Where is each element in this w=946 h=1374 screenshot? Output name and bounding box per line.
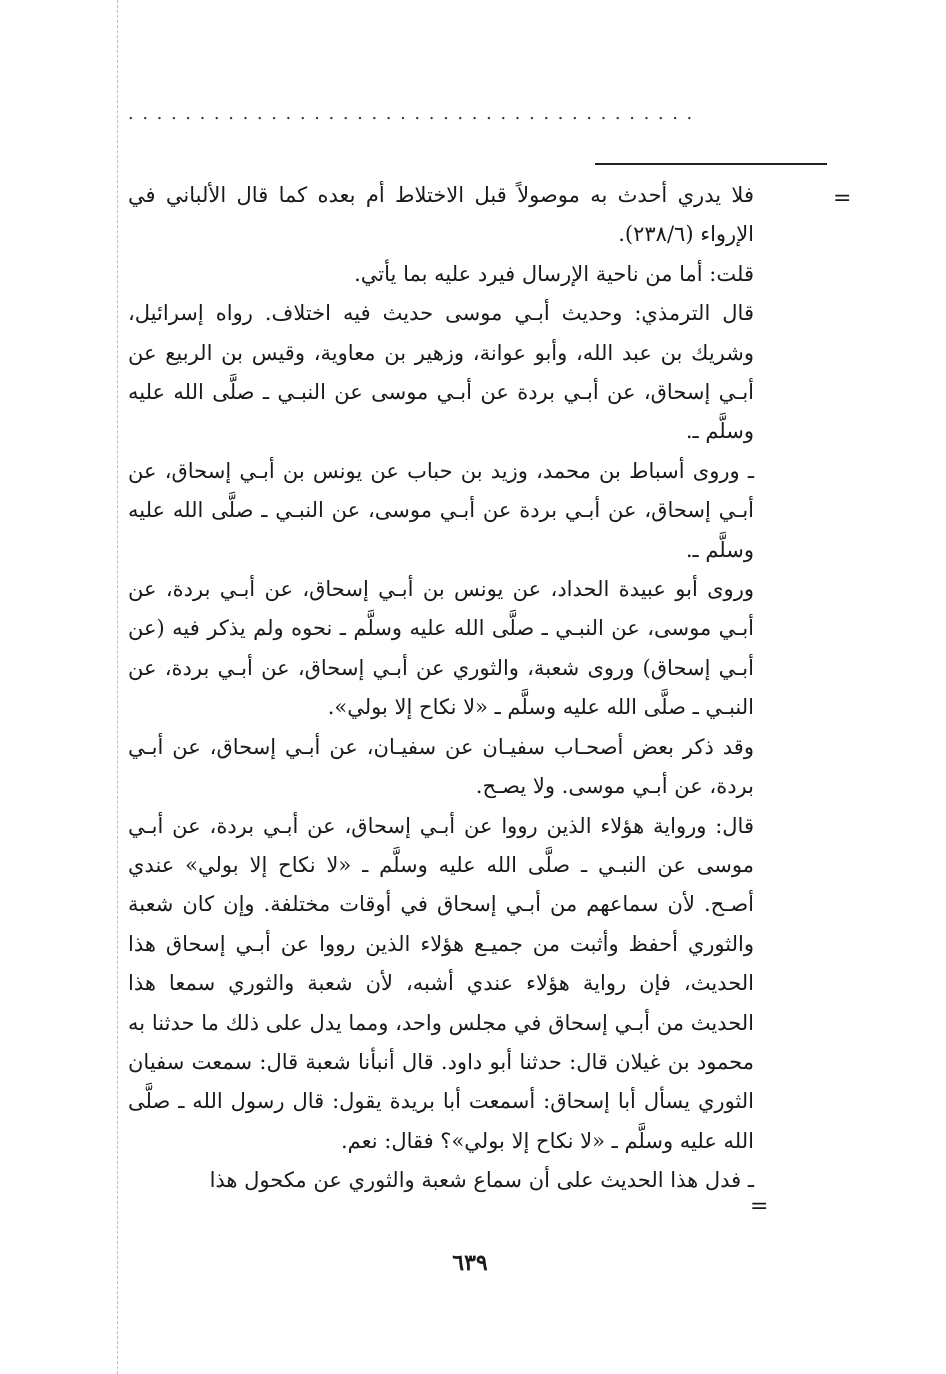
footnote-paragraph: قلت: أما من ناحية الإرسال فيرد عليه بما يأتي. xyxy=(354,261,754,286)
footnote-paragraph: ـ وروى أسباط بن محمد، وزيد بن حباب عن يونس بن أبـي إسحاق، عن أبـي إسحاق، عن أبـي بردة عن أبـي موسى، عن النبـي ـ صلَّى الله عليه وسلَّم ـ. xyxy=(128,458,754,562)
dotted-separator: ........................................ xyxy=(128,104,701,124)
page-number: ٦٣٩ xyxy=(452,1250,488,1276)
continuation-mark-bottom: = xyxy=(750,1194,769,1219)
footnote-paragraph: قال: ورواية هؤلاء الذين رووا عن أبـي إسحاق، عن أبـي بردة، عن أبـي موسى عن النبـي ـ صلَّى الله عليه وسلَّم ـ «لا نكاح إلا بولي» عندي أصـح. لأن سماعهم من أبـي إسحاق في أوقات مختلفة. وإن كان شعبة والثوري أحفظ وأثبت من جميـع هؤلاء الذين رووا عن أبـي إسحاق هذا الحديث، فإن رواية هؤلاء عندي أشبه، لأن شعبة والثوري سمعا هذا الحديث من أبـي إسحاق في مجلس واحد، ومما يدل على ذلك ما حدثنا به محمود بن غيلان قال: حدثنا أبو داود. قال أنبأنا شعبة قال: سمعت سفيان الثوري يسأل أبا إسحاق: أسمعت أبا بريدة يقول: قال رسول الله ـ صلَّى الله عليه وسلَّم ـ «لا نكاح إلا بولي»؟ فقال: نعم. xyxy=(128,813,754,1153)
margin-guide-line xyxy=(117,0,118,1374)
footnote-paragraph-continued: ـ فدل هذا الحديث على أن سماع شعبة والثوري عن مكحول هذا xyxy=(209,1168,754,1193)
footnote-paragraph: قال الترمذي: وحديث أبـي موسى حديث فيه اختلاف. رواه إسرائيل، وشريك بن عبد الله، وأبو عوانة، وزهير بن معاوية، وقيس بن الربيع عن أبـي إسحاق، عن أبـي بردة عن أبـي موسى عن النبـي ـ صلَّى الله عليه وسلَّم ـ. xyxy=(128,301,754,444)
continuation-mark-top: = xyxy=(833,186,852,211)
footnote-body xyxy=(128,176,754,1201)
footnote-paragraph: فلا يدري أحدث به موصولاً قبل الاختلاط أم بعده كما قال الألباني في الإرواء (٢٣٨/٦). xyxy=(128,183,754,247)
footnote-paragraph: وروى أبو عبيدة الحداد، عن يونس بن أبـي إسحاق، عن أبـي بردة، عن أبـي موسى، عن النبـي ـ صلَّى الله عليه وسلَّم ـ نحوه ولم يذكر فيه (عن أبـي إسحاق) وروى شعبة، والثوري عن أبـي إسحاق، عن أبـي بردة، عن النبـي ـ صلَّى الله عليه وسلَّم ـ «لا نكاح إلا بولي». xyxy=(128,577,754,720)
footnote-paragraph: وقد ذكر بعض أصحـاب سفيـان عن سفيـان، عن أبـي إسحاق، عن أبـي بردة، عن أبـي موسى. ولا يصـح. xyxy=(128,734,754,799)
footnote-separator-rule xyxy=(595,163,827,165)
